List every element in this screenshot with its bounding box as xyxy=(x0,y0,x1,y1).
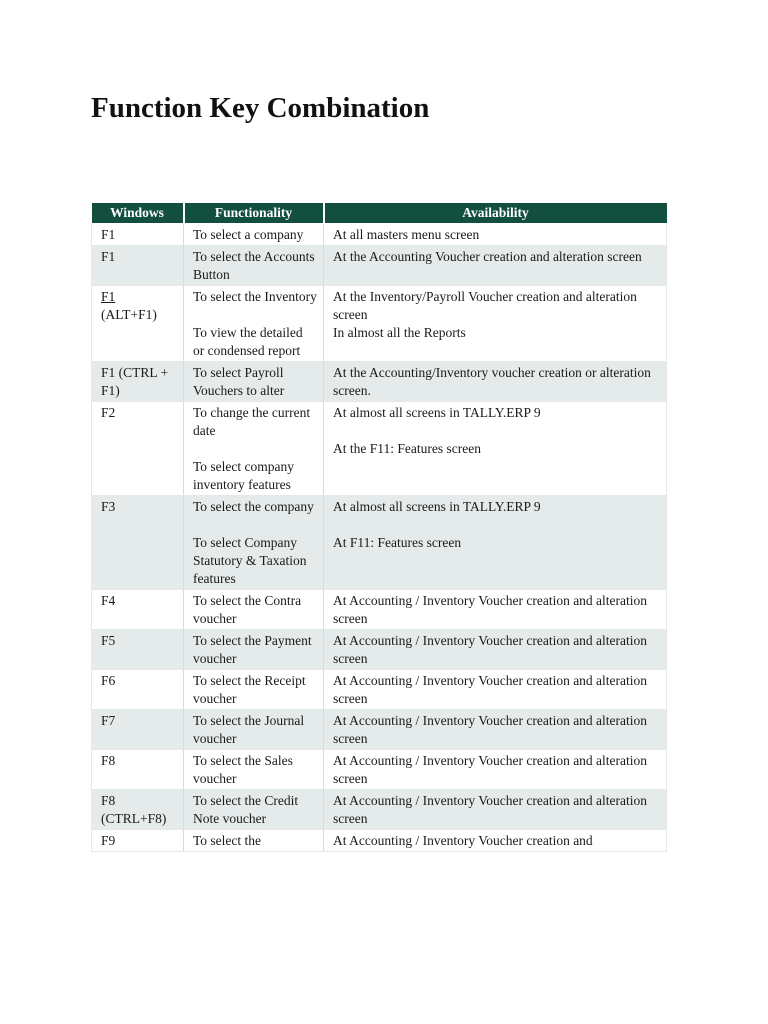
cell-availability: At the Accounting Voucher creation and alteration screen xyxy=(324,246,667,286)
cell-function: To select the Inventory To view the detailed or condensed report xyxy=(184,286,324,362)
cell-window: F3 xyxy=(92,496,184,590)
table-header-row xyxy=(92,203,667,224)
cell-window: F1 (CTRL + F1) xyxy=(92,362,184,402)
table-row xyxy=(92,750,667,790)
cell-function: To select the Sales voucher xyxy=(184,750,324,790)
cell-function: To select the Accounts Button xyxy=(184,246,324,286)
table-row xyxy=(92,670,667,710)
cell-window: F6 xyxy=(92,670,184,710)
cell-window: F8 (CTRL+F8) xyxy=(92,790,184,830)
cell-function: To select the Payment voucher xyxy=(184,630,324,670)
cell-window: F1 xyxy=(92,224,184,246)
cell-availability: At almost all screens in TALLY.ERP 9 At F11: Features screen xyxy=(324,496,667,590)
cell-availability: At the Inventory/Payroll Voucher creation and alteration screen In almost all the Reports xyxy=(324,286,667,362)
table-row xyxy=(92,362,667,402)
cell-window: F7 xyxy=(92,710,184,750)
cell-availability: At Accounting / Inventory Voucher creation and alteration screen xyxy=(324,750,667,790)
table-row xyxy=(92,830,667,852)
cell-function: To select the Contra voucher xyxy=(184,590,324,630)
cell-window: F9 xyxy=(92,830,184,852)
cell-availability: At Accounting / Inventory Voucher creation and alteration screen xyxy=(324,630,667,670)
cell-availability: At the Accounting/Inventory voucher creation or alteration screen. xyxy=(324,362,667,402)
cell-function: To change the current date To select company inventory features xyxy=(184,402,324,496)
table-row xyxy=(92,710,667,750)
column-header-availability: Availability xyxy=(324,203,667,224)
function-key-table xyxy=(91,203,667,852)
cell-availability: At Accounting / Inventory Voucher creation and alteration screen xyxy=(324,590,667,630)
table-row xyxy=(92,590,667,630)
cell-function: To select the Receipt voucher xyxy=(184,670,324,710)
cell-function: To select the Journal voucher xyxy=(184,710,324,750)
table-row xyxy=(92,246,667,286)
cell-window: F2 xyxy=(92,402,184,496)
cell-window: F8 xyxy=(92,750,184,790)
cell-window: F4 xyxy=(92,590,184,630)
table-row xyxy=(92,286,667,362)
cell-function: To select the Credit Note voucher xyxy=(184,790,324,830)
cell-window-primary: F1 xyxy=(101,289,116,304)
cell-availability: At almost all screens in TALLY.ERP 9 At the F11: Features screen xyxy=(324,402,667,496)
cell-window: F5 xyxy=(92,630,184,670)
cell-window xyxy=(92,286,184,362)
cell-availability: At Accounting / Inventory Voucher creation and alteration screen xyxy=(324,710,667,750)
cell-availability: At Accounting / Inventory Voucher creation and xyxy=(324,830,667,852)
cell-function: To select the company To select Company Statutory & Taxation features xyxy=(184,496,324,590)
column-header-functionality: Functionality xyxy=(184,203,324,224)
cell-function: To select a company xyxy=(184,224,324,246)
page-title: Function Key Combination xyxy=(91,92,430,124)
cell-availability: At all masters menu screen xyxy=(324,224,667,246)
table-row xyxy=(92,402,667,496)
cell-window: F1 xyxy=(92,246,184,286)
table-row xyxy=(92,790,667,830)
cell-window-secondary: (ALT+F1) xyxy=(101,307,157,322)
table-row xyxy=(92,496,667,590)
cell-availability: At Accounting / Inventory Voucher creation and alteration screen xyxy=(324,670,667,710)
table-row xyxy=(92,630,667,670)
cell-function: To select Payroll Vouchers to alter xyxy=(184,362,324,402)
column-header-windows: Windows xyxy=(92,203,184,224)
table-row xyxy=(92,224,667,246)
cell-function: To select the xyxy=(184,830,324,852)
cell-availability: At Accounting / Inventory Voucher creation and alteration screen xyxy=(324,790,667,830)
